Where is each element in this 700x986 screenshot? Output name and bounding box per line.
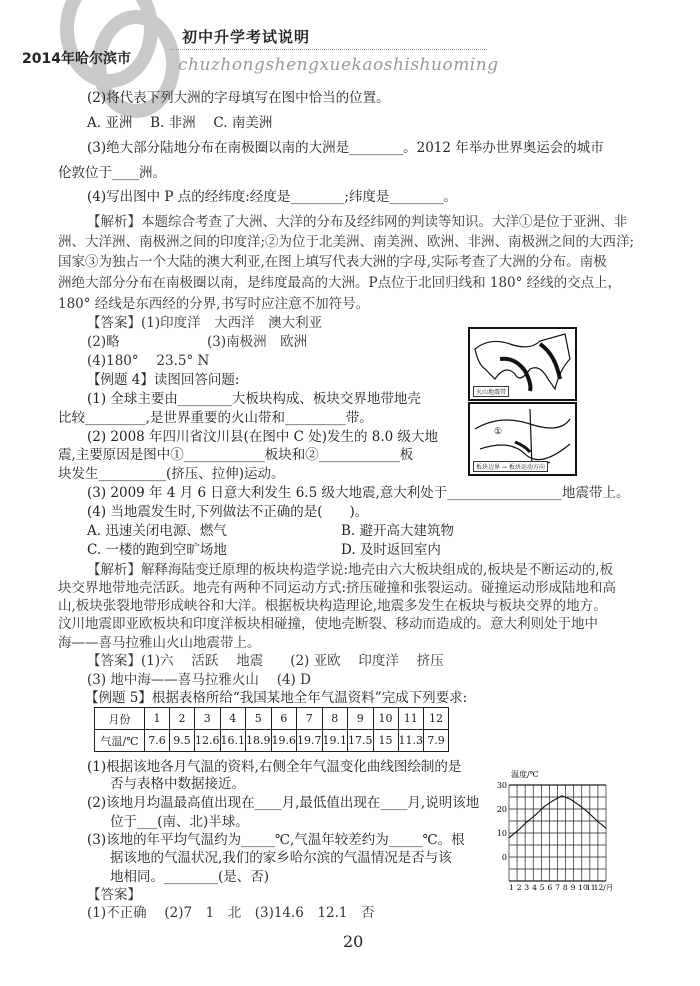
example-title: 【例题 5】根据表格所给“我国某地全年气温资料”完成下列要求: <box>85 690 468 706</box>
data-point <box>517 830 518 831</box>
table-row-months <box>95 708 449 730</box>
x-tick-label: 12/月 <box>593 883 614 892</box>
data-point <box>508 837 509 838</box>
table-cell-temp: 16.1 <box>220 730 246 752</box>
table-cell-month: 3 <box>195 708 221 730</box>
analysis-line: 洲绝大部分分布在南极圈以南，是纬度最高的大洲。P点位于北回归线和 180° 经线的交点上， <box>58 275 622 291</box>
question-line: 否与表格中数据接近。 <box>110 776 245 792</box>
table-cell-month: 8 <box>322 708 348 730</box>
table-cell-month: 5 <box>246 708 272 730</box>
data-point <box>588 812 589 813</box>
option-d: D. 及时返回室内 <box>341 542 441 558</box>
question-line: (4) 当地震发生时,下列做法不正确的是( )。 <box>87 504 369 520</box>
table-cell-month: 11 <box>398 708 424 730</box>
question-line: (3)该地的年平均气温约为_____℃,气温年较差约为_____℃。根 <box>87 832 465 848</box>
answer-line: (3) 地中海——喜马拉雅火山 (4) D <box>87 672 311 688</box>
answer-line: (1)不正确 (2)7 1 北 (3)14.6 12.1 否 <box>87 905 375 921</box>
table-cell-temp: 7.9 <box>424 730 449 752</box>
table-cell-month: 7 <box>297 708 323 730</box>
temperature-table <box>94 707 449 752</box>
plate-boundary-map <box>468 402 577 476</box>
answer-line: (3)南极洲 欧洲 <box>207 334 308 350</box>
table-cell-temp: 19.1 <box>322 730 348 752</box>
x-tick-label: 5 <box>539 883 545 892</box>
question-line: A. 亚洲 B. 非洲 C. 南美洲 <box>87 115 273 131</box>
answer-label: 【答案】 <box>87 887 141 903</box>
y-tick-label: 0 <box>501 853 507 862</box>
x-tick-label: 7 <box>555 883 560 892</box>
table-header: 月份 <box>95 708 145 730</box>
header-pinyin: chuzhongshengxuekaoshishuoming <box>178 55 499 75</box>
chart-title: 温度/℃ <box>511 770 539 779</box>
page-number: 20 <box>343 932 364 951</box>
data-point <box>570 799 571 800</box>
table-cell-month: 10 <box>373 708 398 730</box>
data-point <box>552 800 553 801</box>
header-city-year: 2014年哈尔滨市 <box>22 51 131 67</box>
table-cell-month: 1 <box>145 708 170 730</box>
x-tick-label: 4 <box>532 883 537 892</box>
analysis-line: 180° 经线是东西经的分界,书写时应注意不加符号。 <box>58 296 370 312</box>
table-cell-temp: 18.9 <box>246 730 272 752</box>
option-a: A. 迅速关闭电源、燃气 <box>87 523 227 539</box>
x-tick-label: 1 <box>509 883 514 892</box>
table-cell-temp: 19.7 <box>297 730 323 752</box>
x-tick-label: 2 <box>516 883 522 892</box>
table-cell-temp: 7.6 <box>145 730 170 752</box>
map-label: ① <box>494 427 503 437</box>
map-legend: 板块边界 → 板块运动方向 <box>473 461 548 472</box>
data-point <box>579 805 580 806</box>
data-point <box>535 814 536 815</box>
question-line: (4)写出图中 P 点的经纬度:经度是________;纬度是________。 <box>87 189 457 205</box>
table-row-temps <box>95 730 449 752</box>
x-tick-label: 6 <box>547 883 553 892</box>
data-point <box>526 822 527 823</box>
data-point <box>544 806 545 807</box>
question-line: (2)该地月均温最高值出现在____月,最低值出现在____月,说明该地 <box>87 795 480 811</box>
x-tick-label: 3 <box>524 883 530 892</box>
question-line: 块发生__________(挤压、拉伸)运动。 <box>58 466 285 482</box>
option-c: C. 一楼的跑到空旷场地 <box>87 542 227 558</box>
question-line: 位于___(南、北)半球。 <box>110 814 249 830</box>
question-line: (2) 2008 年四川省汶川县(在图中 C 处)发生的 8.0 级大地 <box>87 429 439 445</box>
book-title: 初中升学考试说明 <box>182 28 311 46</box>
answer-line: 【答案】(1)六 活跃 地震 (2) 亚欧 印度洋 挤压 <box>87 653 444 669</box>
data-point <box>597 820 598 821</box>
data-point <box>561 795 562 796</box>
question-line: (1) 全球主要由________大板块构成、板块交界地带地壳 <box>87 391 421 407</box>
question-line: 伦敦位于____洲。 <box>58 165 166 181</box>
answer-line: 【答案】(1)印度洋 大西洋 澳大利亚 <box>87 315 323 331</box>
analysis-line: 汶川地震即亚欧板块和印度洋板块相碰撞，使地壳断裂、移动而造成的。意大利则处于地中 <box>58 616 598 632</box>
option-b: B. 避开高大建筑物 <box>341 523 455 539</box>
temperature-line-chart <box>490 765 620 897</box>
table-cell-temp: 15 <box>373 730 398 752</box>
table-cell-month: 12 <box>424 708 449 730</box>
x-tick-label: 9 <box>570 883 576 892</box>
question-line: (2)将代表下列大洲的字母填写在图中恰当的位置。 <box>87 90 390 106</box>
analysis-line: 国家③为独占一个大陆的澳大利亚,在图上填写代表大洲的字母,实际考查了大洲的分布。南极 <box>58 254 607 270</box>
x-tick-label: 8 <box>562 883 568 892</box>
table-cell-temp: 11.3 <box>398 730 424 752</box>
table-cell-month: 6 <box>271 708 297 730</box>
question-line: (3)绝大部分陆地分布在南极圈以南的大洲是________。2012 年举办世界奥运会的城市 <box>87 140 604 156</box>
volcano-earthquake-map <box>468 327 577 401</box>
analysis-line: 洲、大洋洲、南极洲之间的印度洋;②为位于北美洲、南美洲、欧洲、非洲、南极洲之间的大西洋; <box>58 234 635 250</box>
chart-grid <box>509 785 606 881</box>
data-point <box>605 828 606 829</box>
analysis-line: 【解析】解释海陆变迁原理的板块构造学说:地壳由六大板块组成的,板块是不断运动的,板 <box>87 562 614 578</box>
question-line: (3) 2009 年 4 月 6 日意大利发生 6.5 级大地震,意大利处于_________________地震带上。 <box>87 485 630 501</box>
analysis-line: 山,板块张裂地带形成峡谷和大洋。根据板块构造理论,地震多发生在板块与板块交界的地方。 <box>58 598 607 614</box>
question-line: 据该地的气温状况,我们的家乡哈尔滨的气温情况是否与该 <box>110 850 452 866</box>
table-cell-month: 9 <box>348 708 374 730</box>
header-divider <box>170 49 487 50</box>
table-cell-temp: 12.6 <box>195 730 221 752</box>
table-cell-month: 2 <box>170 708 195 730</box>
map-legend: 火山地震带 <box>473 386 509 397</box>
x-tick-label: 10 <box>578 883 588 892</box>
question-line: 地相同。________(是、否) <box>110 869 270 885</box>
x-tick-label: 11 <box>585 883 596 892</box>
question-line: (1)根据该地各月气温的资料,右侧全年气温变化曲线图绘制的是 <box>87 759 462 775</box>
table-cell-temp: 19.6 <box>271 730 297 752</box>
y-tick-label: 30 <box>496 781 507 790</box>
y-tick-label: 10 <box>496 829 507 838</box>
question-line: 震,主要原因是图中①____________板块和②____________板 <box>58 447 414 463</box>
answer-line: (2)略 <box>87 334 120 350</box>
analysis-line: 【解析】本题综合考查了大洲、大洋的分布及经纬网的判读等知识。大洋①是位于亚洲、非 <box>87 214 627 230</box>
example-title: 【例题 4】读图回答问题: <box>87 372 240 388</box>
table-cell-temp: 17.5 <box>348 730 374 752</box>
analysis-line: 海——喜马拉雅山火山地震带上。 <box>58 635 261 651</box>
answer-line: (4)180° 23.5° N <box>87 353 210 369</box>
y-tick-label: 20 <box>496 805 507 814</box>
analysis-line: 块交界地带地壳活跃。地壳有两种不同运动方式:挤压碰撞和张裂运动。碰撞运动形成陆地和高 <box>58 580 617 596</box>
table-header: 气温/℃ <box>95 730 145 752</box>
table-cell-temp: 9.5 <box>170 730 195 752</box>
question-line: 比较_________,是世界重要的火山带和_________带。 <box>58 410 373 426</box>
table-cell-month: 4 <box>220 708 246 730</box>
